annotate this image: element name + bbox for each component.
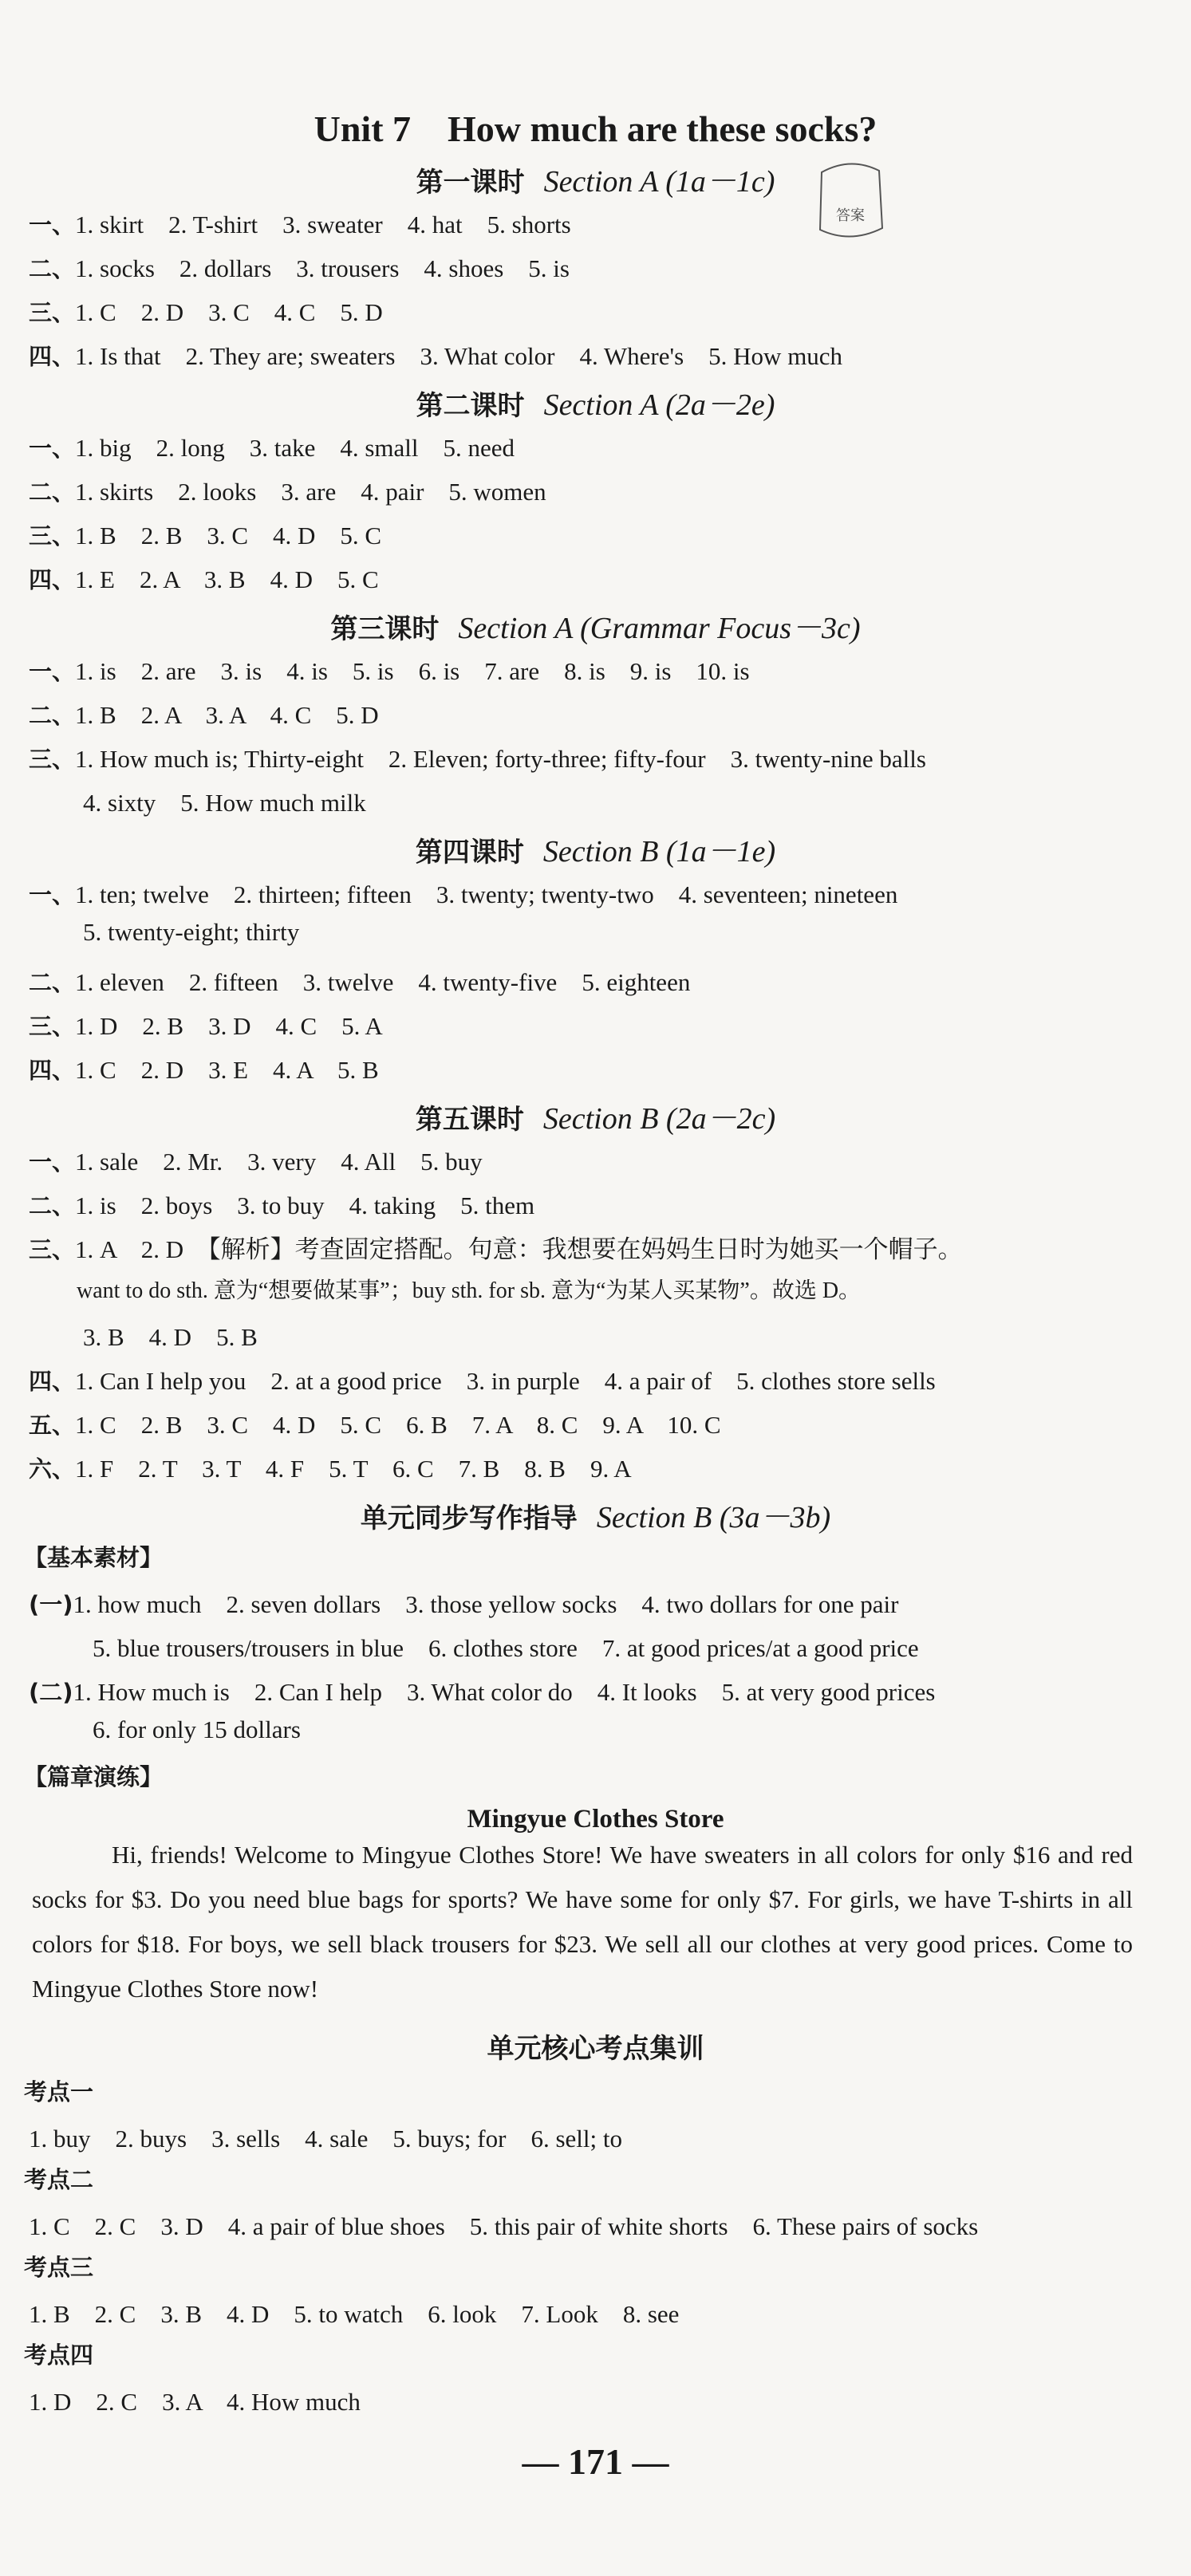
lesson5-line: 四、1. Can I help you 2. at a good price 3. in purple 4. a pair of 5. clothes store sells [29,1367,936,1395]
lesson2-cn: 第二课时 [416,390,525,422]
lesson2-heading [0,380,1191,423]
core-heading [0,2027,1191,2066]
writing-cn: 单元同步写作指导 [360,1503,578,1534]
lesson4-cn: 第四课时 [415,837,524,869]
lesson1-heading [0,156,1191,200]
lesson2-line: 四、1. E 2. A 3. B 4. D 5. C [29,565,379,593]
lesson3-line: 二、1. B 2. A 3. A 4. C 5. D [29,701,379,729]
lesson5-line: 3. B 4. D 5. B [83,1323,258,1351]
lesson4-line: 一、1. ten; twelve 2. thirteen; fifteen 3. twenty; twenty-two 4. seventeen; nineteen [29,880,898,908]
lesson5-en: Section B (2a－2c) [542,1102,776,1136]
lesson1-en: Section A (1a－1c) [543,165,775,199]
writing-line: (二)1. How much is 2. Can I help 3. What color do 4. It looks 5. at very good prices [29,1678,936,1706]
lesson5-line: 一、1. sale 2. Mr. 3. very 4. All 5. buy [29,1148,483,1176]
lesson3-line: 一、1. is 2. are 3. is 4. is 5. is 6. is 7. are 8. is 9. is 10. is [29,657,750,685]
core-point-line: 1. D 2. C 3. A 4. How much [29,2388,361,2416]
lesson3-line: 4. sixty 5. How much milk [83,789,366,817]
core-point-line: 1. C 2. C 3. D 4. a pair of blue shoes 5. this pair of white shorts 6. These pairs of socks [29,2212,979,2240]
writing-line: 6. for only 15 dollars [93,1715,301,1743]
core-point-label: 考点三 [24,2254,94,2281]
lesson4-line: 四、1. C 2. D 3. E 4. A 5. B [29,1056,379,1084]
writing-line: 5. blue trousers/trousers in blue 6. clothes store 7. at good prices/at a good price [93,1634,919,1662]
lesson4-line: 三、1. D 2. B 3. D 4. C 5. A [29,1012,383,1040]
unit-title: Unit 7 How much are these socks? [314,108,877,149]
lesson3-heading [0,603,1191,647]
stamp-text: 答案 [836,207,865,224]
core-title: 单元核心考点集训 [487,2033,704,2065]
lesson5-cn: 第五课时 [415,1104,524,1136]
core-point-line: 1. buy 2. buys 3. sells 4. sale 5. buys; for 6. sell; to [29,2125,622,2153]
lesson5-line: 六、1. F 2. T 3. T 4. F 5. T 6. C 7. B 8. B 9. A [29,1455,632,1483]
lesson3-cn: 第三课时 [330,613,440,645]
lesson2-line: 一、1. big 2. long 3. take 4. small 5. need [29,434,515,462]
lesson5-line: 三、1. A 2. D 【解析】考查固定搭配。句意：我想要在妈妈生日时为她买一个帽子。 [29,1235,963,1263]
lesson5-line: want to do sth. 意为“想要做某事”；buy sth. for sb. 意为“为某人买某物”。故选 D。 [77,1278,862,1303]
lesson1-line: 二、1. socks 2. dollars 3. trousers 4. shoes 5. is [29,254,570,282]
core-point-line: 1. B 2. C 3. B 4. D 5. to watch 6. look 7. Look 8. see [29,2300,680,2328]
lesson2-line: 二、1. skirts 2. looks 3. are 4. pair 5. women [29,478,546,506]
lesson1-cn: 第一课时 [416,167,525,199]
writing-heading [0,1492,1191,1536]
lesson4-heading [0,826,1191,870]
lesson4-line: 二、1. eleven 2. fifteen 3. twelve 4. twenty-five 5. eighteen [29,968,691,996]
lesson1-line: 四、1. Is that 2. They are; sweaters 3. What color 4. Where's 5. How much [29,342,843,370]
writing-en: Section B (3a－3b) [596,1501,831,1534]
lesson2-en: Section A (2a－2e) [543,388,775,422]
lesson1-line: 一、1. skirt 2. T-shirt 3. sweater 4. hat 5. shorts [29,211,571,238]
basic-material-label: 【基本素材】 [24,1544,164,1571]
core-point-label: 考点二 [24,2166,94,2193]
page-number: — 171 — [522,2441,669,2482]
core-point-label: 考点一 [24,2078,94,2105]
lesson3-en: Section A (Grammar Focus－3c) [458,612,861,645]
lesson5-line: 五、1. C 2. B 3. C 4. D 5. C 6. B 7. A 8. C 9. A 10. C [29,1411,721,1439]
practice-label: 【篇章演练】 [24,1763,164,1790]
store-title: Mingyue Clothes Store [467,1805,724,1834]
lesson1-line: 三、1. C 2. D 3. C 4. C 5. D [29,298,383,326]
lesson2-line: 三、1. B 2. B 3. C 4. D 5. C [29,522,382,549]
lesson5-heading [0,1093,1191,1137]
store-paragraph: Hi, friends! Welcome to Mingyue Clothes Store! We have sweaters in all colors for only $16 and red socks for $3. Do you need blue bags for sports? We have some for only $7. For girls, we have T-shirts in all colors for $18. For boys, we sell black trousers for $23. We sell all our clothes at very good prices. Come to Mingyue Clothes Store now! [32,1841,1133,2003]
lesson3-line: 三、1. How much is; Thirty-eight 2. Eleven; forty-three; fifty-four 3. twenty-nine balls [29,745,926,773]
lesson5-line: 二、1. is 2. boys 3. to buy 4. taking 5. them [29,1191,535,1219]
writing-line: (一)1. how much 2. seven dollars 3. those yellow socks 4. two dollars for one pair [29,1590,899,1618]
lesson4-line: 5. twenty-eight; thirty [83,918,300,946]
lesson4-en: Section B (1a－1e) [542,835,776,869]
core-point-label: 考点四 [24,2342,94,2369]
